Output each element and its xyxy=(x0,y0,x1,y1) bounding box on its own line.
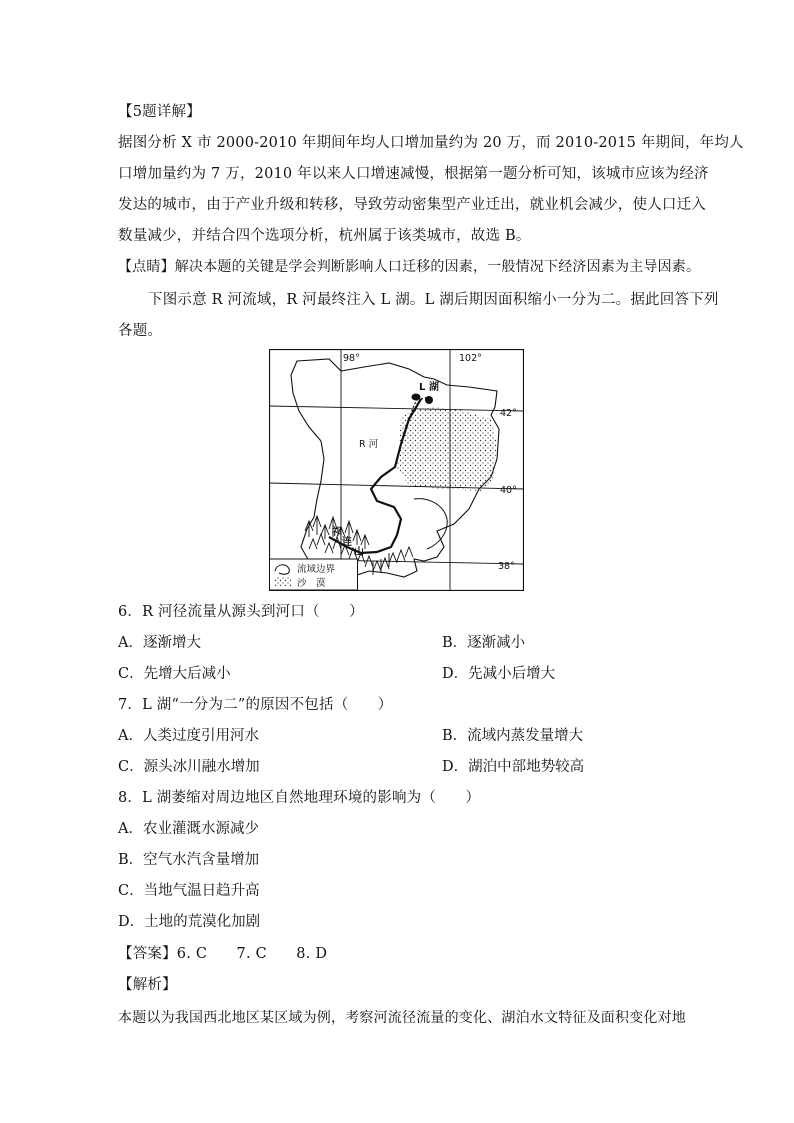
lat-label-38: 38° xyxy=(498,561,515,572)
tip-paragraph: 【点睛】解决本题的关键是学会判断影响人口迁移的因素，一般情况下经济因素为主导因素。 xyxy=(118,259,701,275)
analysis-line-1: 本题以为我国西北地区某区域为例，考察河流径流量的变化、湖泊水文特征及面积变化对地 xyxy=(118,1010,686,1026)
mountain-label-2: 连 xyxy=(342,537,352,548)
intro-line-2: 各题。 xyxy=(118,323,163,339)
legend-boundary-label: 流域边界 xyxy=(297,564,336,575)
river-basin-map xyxy=(269,349,524,591)
desert-area xyxy=(397,408,497,491)
lat-label-42: 42° xyxy=(500,408,517,419)
question-8-stem: 8．L 湖萎缩对周边地区自然地理环境的影响为（ ） xyxy=(118,790,481,806)
question-6-stem: 6．R 河径流量从源头到河口（ ） xyxy=(118,604,364,620)
question-6-option-d: D．先减小后增大 xyxy=(442,666,556,682)
section5-heading: 【5题详解】 xyxy=(118,104,201,120)
question-8-option-b: B．空气水汽含量增加 xyxy=(118,852,260,868)
question-7-option-c: C．源头冰川融水增加 xyxy=(118,759,260,775)
section5-line-2: 口增加量约为 7 万，2010 年以来人口增速减慢，根据第一题分析可知，该城市应该为经济 xyxy=(118,166,709,182)
mountain-label-3: 山 xyxy=(354,547,364,558)
lon-label-98: 98° xyxy=(343,353,360,364)
question-8-option-a: A．农业灌溉水源减少 xyxy=(118,821,259,837)
question-7-option-a: A．人类过度引用河水 xyxy=(118,728,259,744)
question-7-option-b: B．流域内蒸发量增大 xyxy=(442,728,584,744)
legend-desert-label: 沙 漠 xyxy=(297,578,326,589)
question-6-option-a: A．逐渐增大 xyxy=(118,635,201,651)
lat-label-40: 40° xyxy=(500,485,517,496)
question-6-option-c: C．先增大后减小 xyxy=(118,666,231,682)
question-6-option-b: B．逐渐减小 xyxy=(442,635,526,651)
mountain-label-1: 祁 xyxy=(332,527,342,538)
lake-label: L 湖 xyxy=(419,382,439,393)
map-legend xyxy=(270,559,358,590)
river-label: R 河 xyxy=(359,439,379,450)
section5-line-1: 据图分析 X 市 2000-2010 年期间年均人口增加量约为 20 万，而 2010-2015 年期间，年均人 xyxy=(118,135,744,151)
question-7-option-d: D．湖泊中部地势较高 xyxy=(442,759,585,775)
question-8-option-d: D．土地的荒漠化加剧 xyxy=(118,914,261,930)
lon-label-102: 102° xyxy=(459,353,482,364)
analysis-heading: 【解析】 xyxy=(118,977,177,993)
l-lake-east xyxy=(425,396,433,404)
answer-line: 【答案】6. C 7. C 8. D xyxy=(118,946,328,962)
desert-legend-icon xyxy=(275,577,291,586)
intro-line-1: 下图示意 R 河流域，R 河最终注入 L 湖。L 湖后期因面积缩小一分为二。据此回答下列 xyxy=(148,292,719,308)
section5-line-4: 数量减少，并结合四个选项分析，杭州属于该类城市，故选 B。 xyxy=(118,228,531,244)
question-8-option-c: C．当地气温日趋升高 xyxy=(118,883,260,899)
section5-line-3: 发达的城市，由于产业升级和转移，导致劳动密集型产业迁出，就业机会减少，使人口迁入 xyxy=(118,197,706,213)
l-lake-west xyxy=(412,394,421,401)
question-7-stem: 7．L 湖“一分为二”的原因不包括（ ） xyxy=(118,697,393,713)
